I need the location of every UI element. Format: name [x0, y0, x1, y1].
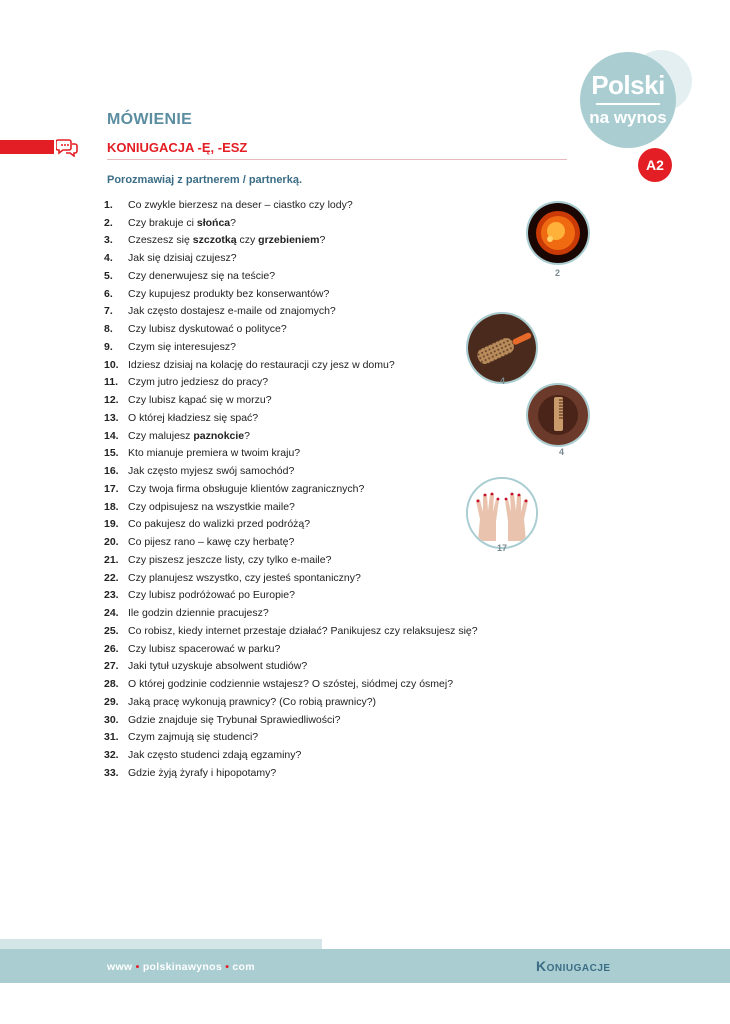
- question-item: [104, 693, 478, 711]
- photo-label: 17: [497, 543, 508, 553]
- question-segment: Czeszesz się: [128, 234, 193, 247]
- question-item: [104, 303, 478, 321]
- sun-photo: [526, 201, 590, 265]
- question-number: 28.: [104, 678, 119, 691]
- question-number: 31.: [104, 731, 119, 744]
- question-segment: Czy malujesz: [128, 429, 194, 442]
- topic-underline: [107, 159, 567, 160]
- question-segment: Czy kupujesz produkty bez konserwantów?: [128, 287, 330, 300]
- question-text: [128, 323, 287, 335]
- question-text: [128, 731, 258, 743]
- question-item: [104, 587, 478, 605]
- question-text: [128, 199, 353, 211]
- question-number: 12.: [104, 394, 119, 407]
- question-text: [128, 217, 236, 229]
- question-keyword: paznokcie: [193, 429, 245, 442]
- question-number: 11.: [104, 376, 119, 389]
- question-item: [104, 427, 478, 445]
- question-text: [128, 376, 268, 388]
- question-item: [104, 711, 478, 729]
- question-segment: O której godzinie codziennie wstajesz? O szóstej, siódmej czy ósmej?: [128, 678, 454, 691]
- footer-url[interactable]: [107, 961, 255, 973]
- question-item: [104, 232, 478, 250]
- round-brush-photo: [466, 312, 538, 384]
- question-keyword: słońca: [196, 216, 231, 229]
- question-item: [104, 569, 478, 587]
- question-text: [128, 359, 395, 371]
- question-text: [128, 714, 340, 726]
- question-number: 22.: [104, 571, 119, 584]
- question-text: [128, 678, 453, 690]
- question-number: 2.: [104, 216, 113, 229]
- url-dot: •: [135, 961, 140, 973]
- url-dot: •: [225, 961, 230, 973]
- question-item: [104, 249, 478, 267]
- question-item: [104, 320, 478, 338]
- question-number: 32.: [104, 749, 119, 762]
- speech-bubbles-icon: [56, 137, 78, 157]
- question-number: 19.: [104, 518, 119, 531]
- question-item: [104, 196, 478, 214]
- question-segment: Jak często dostajesz e-maile od znajomych?: [128, 305, 336, 318]
- question-item: [104, 445, 478, 463]
- question-item: [104, 640, 478, 658]
- question-number: 5.: [104, 269, 113, 282]
- question-segment: Ile godzin dziennie pracujesz?: [128, 607, 269, 620]
- question-number: 27.: [104, 660, 119, 673]
- question-text: [128, 660, 307, 672]
- question-text: [128, 625, 478, 637]
- question-segment: Czy lubisz dyskutować o polityce?: [128, 323, 287, 336]
- question-number: 4.: [104, 252, 113, 265]
- question-number: 23.: [104, 589, 119, 602]
- question-text: [128, 536, 294, 548]
- question-segment: Czy lubisz spacerować w parku?: [128, 642, 281, 655]
- question-text: [128, 643, 280, 655]
- question-keyword: szczotką: [192, 234, 237, 247]
- question-segment: Jak się dzisiaj czujesz?: [128, 252, 237, 265]
- question-number: 25.: [104, 624, 119, 637]
- logo-divider: [596, 103, 660, 105]
- question-text: [128, 447, 300, 459]
- question-segment: Czy lubisz podróżować po Europie?: [128, 589, 295, 602]
- question-segment: Co pakujesz do walizki przed podróżą?: [128, 518, 311, 531]
- question-segment: ?: [319, 234, 326, 247]
- question-segment: Kto mianuje premiera w twoim kraju?: [128, 447, 301, 460]
- question-segment: Czy denerwujesz się na teście?: [128, 269, 276, 282]
- question-item: [104, 516, 478, 534]
- question-item: [104, 214, 478, 232]
- question-text: [128, 465, 294, 477]
- question-segment: Czym jutro jedziesz do pracy?: [128, 376, 269, 389]
- question-text: [128, 589, 295, 601]
- question-segment: czy: [236, 234, 259, 247]
- painted-nails-photo: [466, 477, 538, 549]
- question-number: 8.: [104, 323, 113, 336]
- level-badge: A2: [638, 148, 672, 182]
- question-text: [128, 696, 376, 708]
- question-text: [128, 412, 258, 424]
- question-number: 7.: [104, 305, 113, 318]
- photo-label: 4: [500, 376, 506, 386]
- question-number: 14.: [104, 429, 119, 442]
- url-prefix: www: [107, 961, 133, 973]
- question-segment: Jaką pracę wykonują prawnicy? (Co robią prawnicy?): [128, 695, 377, 708]
- question-item: [104, 729, 478, 747]
- red-accent-bar: [0, 140, 54, 154]
- question-number: 9.: [104, 340, 113, 353]
- question-text: [128, 572, 361, 584]
- question-number: 3.: [104, 234, 113, 247]
- question-item: [104, 675, 478, 693]
- logo-na-wynos: na wynos: [589, 108, 667, 127]
- question-segment: Gdzie znajduje się Trybunał Sprawiedliwości?: [128, 713, 341, 726]
- question-segment: Czym zajmują się studenci?: [128, 731, 259, 744]
- question-segment: Jaki tytuł uzyskuje absolwent studiów?: [128, 660, 308, 673]
- question-number: 20.: [104, 536, 119, 549]
- question-number: 29.: [104, 695, 119, 708]
- question-number: 16.: [104, 465, 119, 478]
- question-segment: Czy odpisujesz na wszystkie maile?: [128, 500, 295, 513]
- question-item: [104, 746, 478, 764]
- comb-photo: [526, 383, 590, 447]
- section-title: MÓWIENIE: [107, 111, 193, 128]
- question-item: [104, 498, 478, 516]
- question-segment: Czy piszesz jeszcze listy, czy tylko e-maile?: [128, 553, 332, 566]
- photo-label: 4: [559, 447, 565, 457]
- question-number: 17.: [104, 482, 119, 495]
- question-text: [128, 234, 325, 246]
- question-item: [104, 551, 478, 569]
- question-segment: ?: [230, 216, 236, 229]
- question-number: 18.: [104, 500, 119, 513]
- question-item: [104, 658, 478, 676]
- question-item: [104, 764, 478, 782]
- question-item: [104, 462, 478, 480]
- question-segment: Gdzie żyją żyrafy i hipopotamy?: [128, 766, 277, 779]
- question-segment: Jak często myjesz swój samochód?: [128, 465, 295, 478]
- question-segment: Czy planujesz wszystko, czy jesteś spontaniczny?: [128, 571, 361, 584]
- question-text: [128, 394, 272, 406]
- question-segment: Czym się interesujesz?: [128, 340, 236, 353]
- question-item: [104, 374, 478, 392]
- question-segment: Jak często studenci zdają egzaminy?: [128, 749, 302, 762]
- question-segment: Co robisz, kiedy internet przestaje działać? Panikujesz czy relaksujesz się?: [128, 624, 478, 637]
- question-text: [128, 252, 237, 264]
- question-text: [128, 305, 336, 317]
- question-number: 6.: [104, 287, 113, 300]
- question-item: [104, 356, 478, 374]
- question-number: 10.: [104, 358, 119, 371]
- question-text: [128, 749, 301, 761]
- question-item: [104, 622, 478, 640]
- question-segment: Co pijesz rano – kawę czy herbatę?: [128, 536, 295, 549]
- question-number: 21.: [104, 553, 119, 566]
- question-text: [128, 430, 250, 442]
- instruction: Porozmawiaj z partnerem / partnerką.: [107, 174, 303, 186]
- question-text: [128, 288, 329, 300]
- question-text: [128, 554, 331, 566]
- question-text: [128, 270, 275, 282]
- question-segment: O której kładziesz się spać?: [128, 411, 259, 424]
- footer-accent: [0, 939, 322, 949]
- question-text: [128, 607, 269, 619]
- question-number: 1.: [104, 198, 113, 211]
- question-list: [104, 196, 478, 782]
- question-number: 15.: [104, 447, 119, 460]
- photo-label: 2: [555, 268, 561, 278]
- question-item: [104, 285, 478, 303]
- question-item: [104, 391, 478, 409]
- question-number: 13.: [104, 411, 119, 424]
- question-segment: Czy lubisz kąpać się w morzu?: [128, 394, 272, 407]
- question-text: [128, 483, 364, 495]
- question-keyword: grzebieniem: [258, 234, 320, 247]
- question-item: [104, 604, 478, 622]
- question-text: [128, 518, 310, 530]
- question-item: [104, 480, 478, 498]
- footer-title: Koniugacje: [536, 958, 611, 974]
- question-number: 26.: [104, 642, 119, 655]
- url-suffix: com: [232, 961, 255, 973]
- question-segment: ?: [244, 429, 250, 442]
- question-item: [104, 533, 478, 551]
- logo-polski: Polski: [591, 70, 665, 100]
- question-text: [128, 341, 236, 353]
- question-item: [104, 267, 478, 285]
- question-segment: Czy brakuje ci: [128, 216, 197, 229]
- question-number: 30.: [104, 713, 119, 726]
- question-segment: Czy twoja firma obsługuje klientów zagranicznych?: [128, 482, 365, 495]
- question-number: 33.: [104, 766, 119, 779]
- question-segment: Idziesz dzisiaj na kolację do restauracji czy jesz w domu?: [128, 358, 395, 371]
- url-main: polskinawynos: [142, 961, 222, 973]
- question-item: [104, 338, 478, 356]
- question-text: [128, 501, 295, 513]
- question-segment: Co zwykle bierzesz na deser – ciastko czy lody?: [128, 198, 353, 211]
- topic-title: KONIUGACJA -Ę, -ESZ: [107, 140, 248, 155]
- question-text: [128, 767, 276, 779]
- question-number: 24.: [104, 607, 119, 620]
- question-item: [104, 409, 478, 427]
